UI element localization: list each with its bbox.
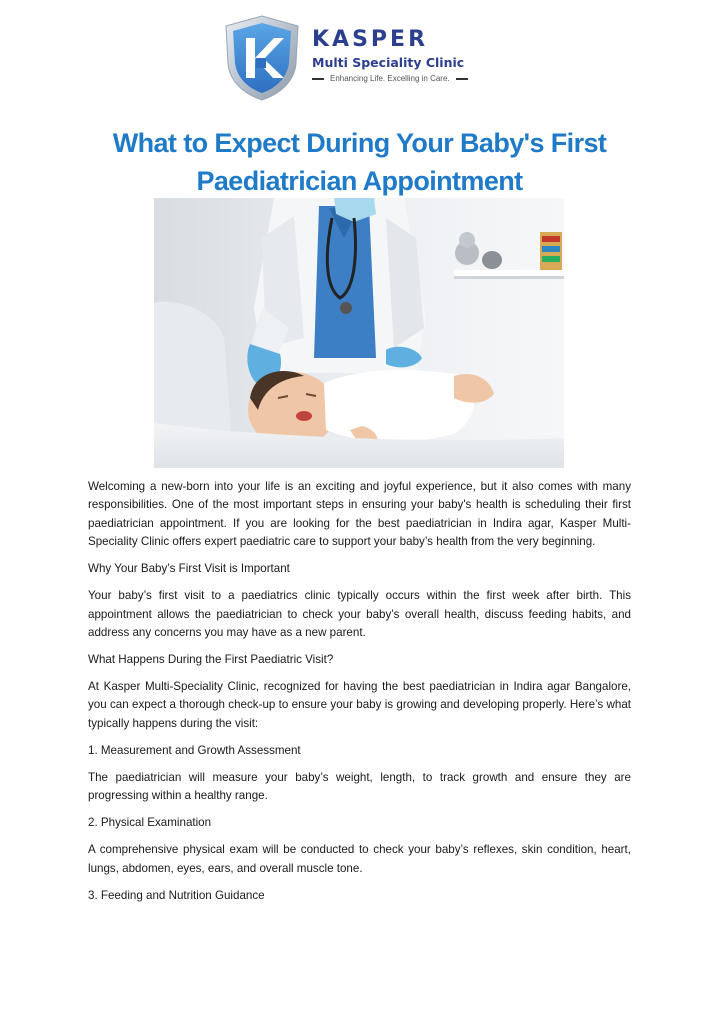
article-body [88, 478, 631, 914]
brand-subtitle: Multi Speciality Clinic [312, 55, 465, 70]
step-3-heading: 3. Feeding and Nutrition Guidance [88, 888, 265, 902]
article-title: What to Expect During Your Baby's First Paediatrician Appointment [112, 128, 607, 196]
section-heading-what: What Happens During the First Paediatric Visit? [88, 653, 334, 667]
step-1-heading: 1. Measurement and Growth Assessment [88, 743, 301, 757]
logo-text [312, 28, 492, 83]
shield-logo-icon [222, 14, 302, 102]
brand-tagline-row [312, 74, 492, 83]
doctor-examining-baby-photo [154, 198, 564, 468]
intro-paragraph: Welcoming a new-born into your life is an exciting and joyful experience, but it also comes with many responsibilities. One of the most important steps in ensuring your baby's health is scheduling their first paediatrician appointment. If you are looking for the best paediatrician in Indira agar, Kasper Multi-Speciality Clinic offers expert paediatric care to support your baby’s health from the very beginning. [88, 480, 631, 549]
section-heading-why: Why Your Baby’s First Visit is Important [88, 562, 290, 576]
tagline-dash-left [312, 78, 324, 80]
tagline-dash-right [456, 78, 468, 80]
step-1-paragraph: The paediatrician will measure your baby’s weight, length, to track growth and ensure they are progressing within a healthy range. [88, 770, 631, 803]
brand-name: KASPER [312, 27, 429, 52]
step-2-paragraph: A comprehensive physical exam will be conducted to check your baby’s reflexes, skin condition, heart, lungs, abdomen, eyes, ears, and overall muscle tone. [88, 843, 631, 875]
why-paragraph: Your baby’s first visit to a paediatrics clinic typically occurs within the first week after birth. This appointment allows the paediatrician to check your baby’s overall health, discuss feeding habits, and address any concerns you may have as a new parent. [88, 589, 631, 640]
what-paragraph: At Kasper Multi-Speciality Clinic, recognized for having the best paediatrician in Indira agar Bangalore, you can expect a thorough check-up to ensure your baby is growing and developing properly. Here’s what typically happens during the visit: [88, 680, 631, 730]
step-2-heading: 2. Physical Examination [88, 816, 212, 830]
brand-tagline: Enhancing Life. Excelling in Care. [330, 74, 450, 83]
photo-illustration [154, 198, 564, 468]
clinic-logo [222, 14, 492, 104]
